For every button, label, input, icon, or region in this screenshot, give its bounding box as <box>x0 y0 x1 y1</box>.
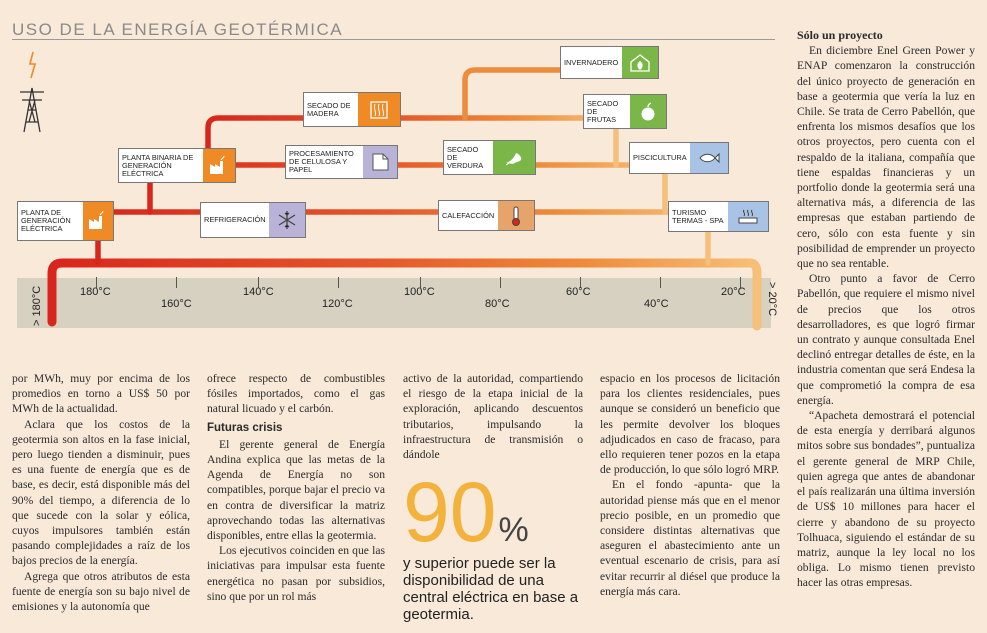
paragraph: activo de la autoridad, compartiendo el riesgo de la etapa inicial de la exploración, aplicando descuentos tributarios, impulsando la infraestructura de transmisión o dándole <box>403 372 583 462</box>
box-planta-binaria: PLANTA BINARIA DE GENERACIÓN ELÉCTRICA <box>118 148 236 183</box>
paragraph: El gerente general de Energía Andina explica que las metas de la Agenda de Energía no son compatibles, porque bajar el precio va en contra de diversificar la matriz aprovechando todas las alternativas disponibles, entre ellas la geotermia. <box>207 437 385 543</box>
paragraph: Otro punto a favor de Cerro Pabellón, que requiere el mismo nivel de precios que los otros desarrolladores, es que logró firmar un contrato y aunque consultada Enel declinó entregar detalles de éste, en la industria comentan que será Endesa la que comprometió la compra de esa energía. <box>797 272 975 407</box>
paragraph: por MWh, muy por encima de los promedios en torno a US$ 50 por MWh de la actualidad. <box>12 372 190 416</box>
apple-icon <box>630 95 666 128</box>
paragraph: En el fondo -apunta- que la autoridad piense más que en el menor precio posible, en un promedio que considere distintas alternativas que aseguren el abastecimiento ante un eventual escenario de crisis, para así evitar recurrir al diésel que produce la energía más cara. <box>600 478 780 598</box>
paragraph: ofrece respecto de combustibles fósiles importados, como el gas natural licuado y el carbón. <box>207 372 385 416</box>
temp-label: 160°C <box>161 298 192 310</box>
temp-label: 100°C <box>404 286 435 298</box>
highlight-number: 90% <box>403 465 529 559</box>
box-piscicultura: PISCICULTURA <box>629 142 729 174</box>
paragraph: Agrega que otros atributos de esta fuente de energía son su bajo nivel de emisiones y la autonomía que <box>12 569 190 614</box>
fish-icon <box>690 143 728 173</box>
snowflake-icon <box>269 203 305 237</box>
power-tower-icon <box>20 52 44 132</box>
box-refrigeracion: REFRIGERACIÓN <box>200 202 306 238</box>
temp-label: 120°C <box>322 298 353 310</box>
box-secado-verdura: SECADO DE VERDURA <box>443 140 536 175</box>
factory-icon <box>203 149 235 182</box>
subheading: Futuras crisis <box>207 421 283 434</box>
highlight-text: y superior puede ser la disponibilidad de una central eléctrica en base a geotermia. <box>403 555 579 623</box>
temp-label: 40°C <box>644 298 669 310</box>
infographic-title: USO DE LA ENERGÍA GEOTÉRMICA <box>12 20 344 39</box>
vegetable-icon <box>493 141 535 174</box>
box-turismo: TURISMO TERMAS - SPA <box>668 201 769 232</box>
temp-label: 180°C <box>80 286 111 298</box>
greenhouse-icon <box>622 47 658 78</box>
box-invernadero: INVERNADERO <box>560 46 659 79</box>
factory-icon <box>83 202 113 240</box>
column-1 <box>12 371 190 614</box>
tick <box>176 277 177 288</box>
box-planta-electrica: PLANTA DE GENERACIÓN ELÉCTRICA <box>17 201 114 241</box>
energy-flow-diagram <box>0 40 790 340</box>
temp-label: 20°C <box>721 286 746 298</box>
paragraph: “Apacheta demostrará el potencial de esta energía y derribará algunos mitos sobre sus bondades”, puntualiza el gerente general de MRP Chile, quien agrega que antes de abandonar el país realizarán una última inversión de US$ 10 millones para hacer el cierre y abandono de su proyecto Tolhuaca, siguiendo el estándar de su matriz, aunque la ley local no los obliga. Lo mismo tienen previsto hacer las otras empresas. <box>797 409 975 590</box>
sidebar-heading: Sólo un proyecto <box>797 28 883 42</box>
tick <box>338 277 339 288</box>
paragraph: En diciembre Enel Green Power y ENAP comenzaron la construcción del único proyecto de generación en base a geotermia que vería la luz en Chile. Se trata de Cerro Pabellón, que enfrenta los mismos desafíos que los otros proyectos, pero cuenta con el respaldo de la italiana, compañía que tiene espaldas financieras y un portfolio donde la geotermia será una alternativa más, a diferencia de las empresas que estaban partiendo de cero, sólo con esta fuente y sin posibilidad de emprender un proyecto que no sea rentable. <box>797 44 975 271</box>
tick <box>500 277 501 288</box>
sidebar-column <box>797 28 975 591</box>
pipe-level-3 <box>208 118 616 165</box>
paragraph: Los ejecutivos coinciden en que las iniciativas para impulsar esta fuente energética no pasan por subsidios, sino que por un rol más <box>207 544 385 603</box>
box-calefaccion: CALEFACCIÓN <box>438 200 535 231</box>
box-secado-madera: SECADO DE MADERA <box>303 92 401 127</box>
percent-sign: % <box>498 511 529 549</box>
box-celulosa: PROCESAMIENTO DE CELULOSA Y PAPEL <box>285 145 398 179</box>
wood-icon <box>358 93 400 126</box>
label-high-temp: > 180°C <box>31 285 43 326</box>
column-4 <box>600 371 780 599</box>
temp-label: 140°C <box>243 286 274 298</box>
paragraph: espacio en los procesos de licitación para los clientes residenciales, pues aunque se consideró un beneficio que les permite devolver los bloques adjudicados en caso de fracaso, para ello requieren tener pozos en la etapa de producción, lo que sólo logró MRP. <box>600 372 780 477</box>
column-2 <box>207 371 385 604</box>
paragraph: Aclara que los costos de la geotermia son altos en la fase inicial, pero luego tienden a disminuir, pues es una fuente de energía que es de base, es decir, está disponible más del 90% del tiempo, a diferencia de lo que sucede con la solar y eólica, cuyos impulsores también están pasando complejidades a raíz de los bajos precios de la energía. <box>12 417 190 568</box>
hot-spring-icon <box>728 202 768 231</box>
thermometer-icon <box>498 201 534 230</box>
temp-label: 80°C <box>485 298 510 310</box>
label-low-temp: > 20°C <box>766 282 778 317</box>
temp-label: 60°C <box>566 286 591 298</box>
tick <box>660 277 661 288</box>
paper-icon <box>363 146 397 178</box>
pipe-level-1 <box>98 212 708 263</box>
column-3 <box>403 371 583 462</box>
box-secado-frutas: SECADO DE FRUTAS <box>583 94 667 129</box>
